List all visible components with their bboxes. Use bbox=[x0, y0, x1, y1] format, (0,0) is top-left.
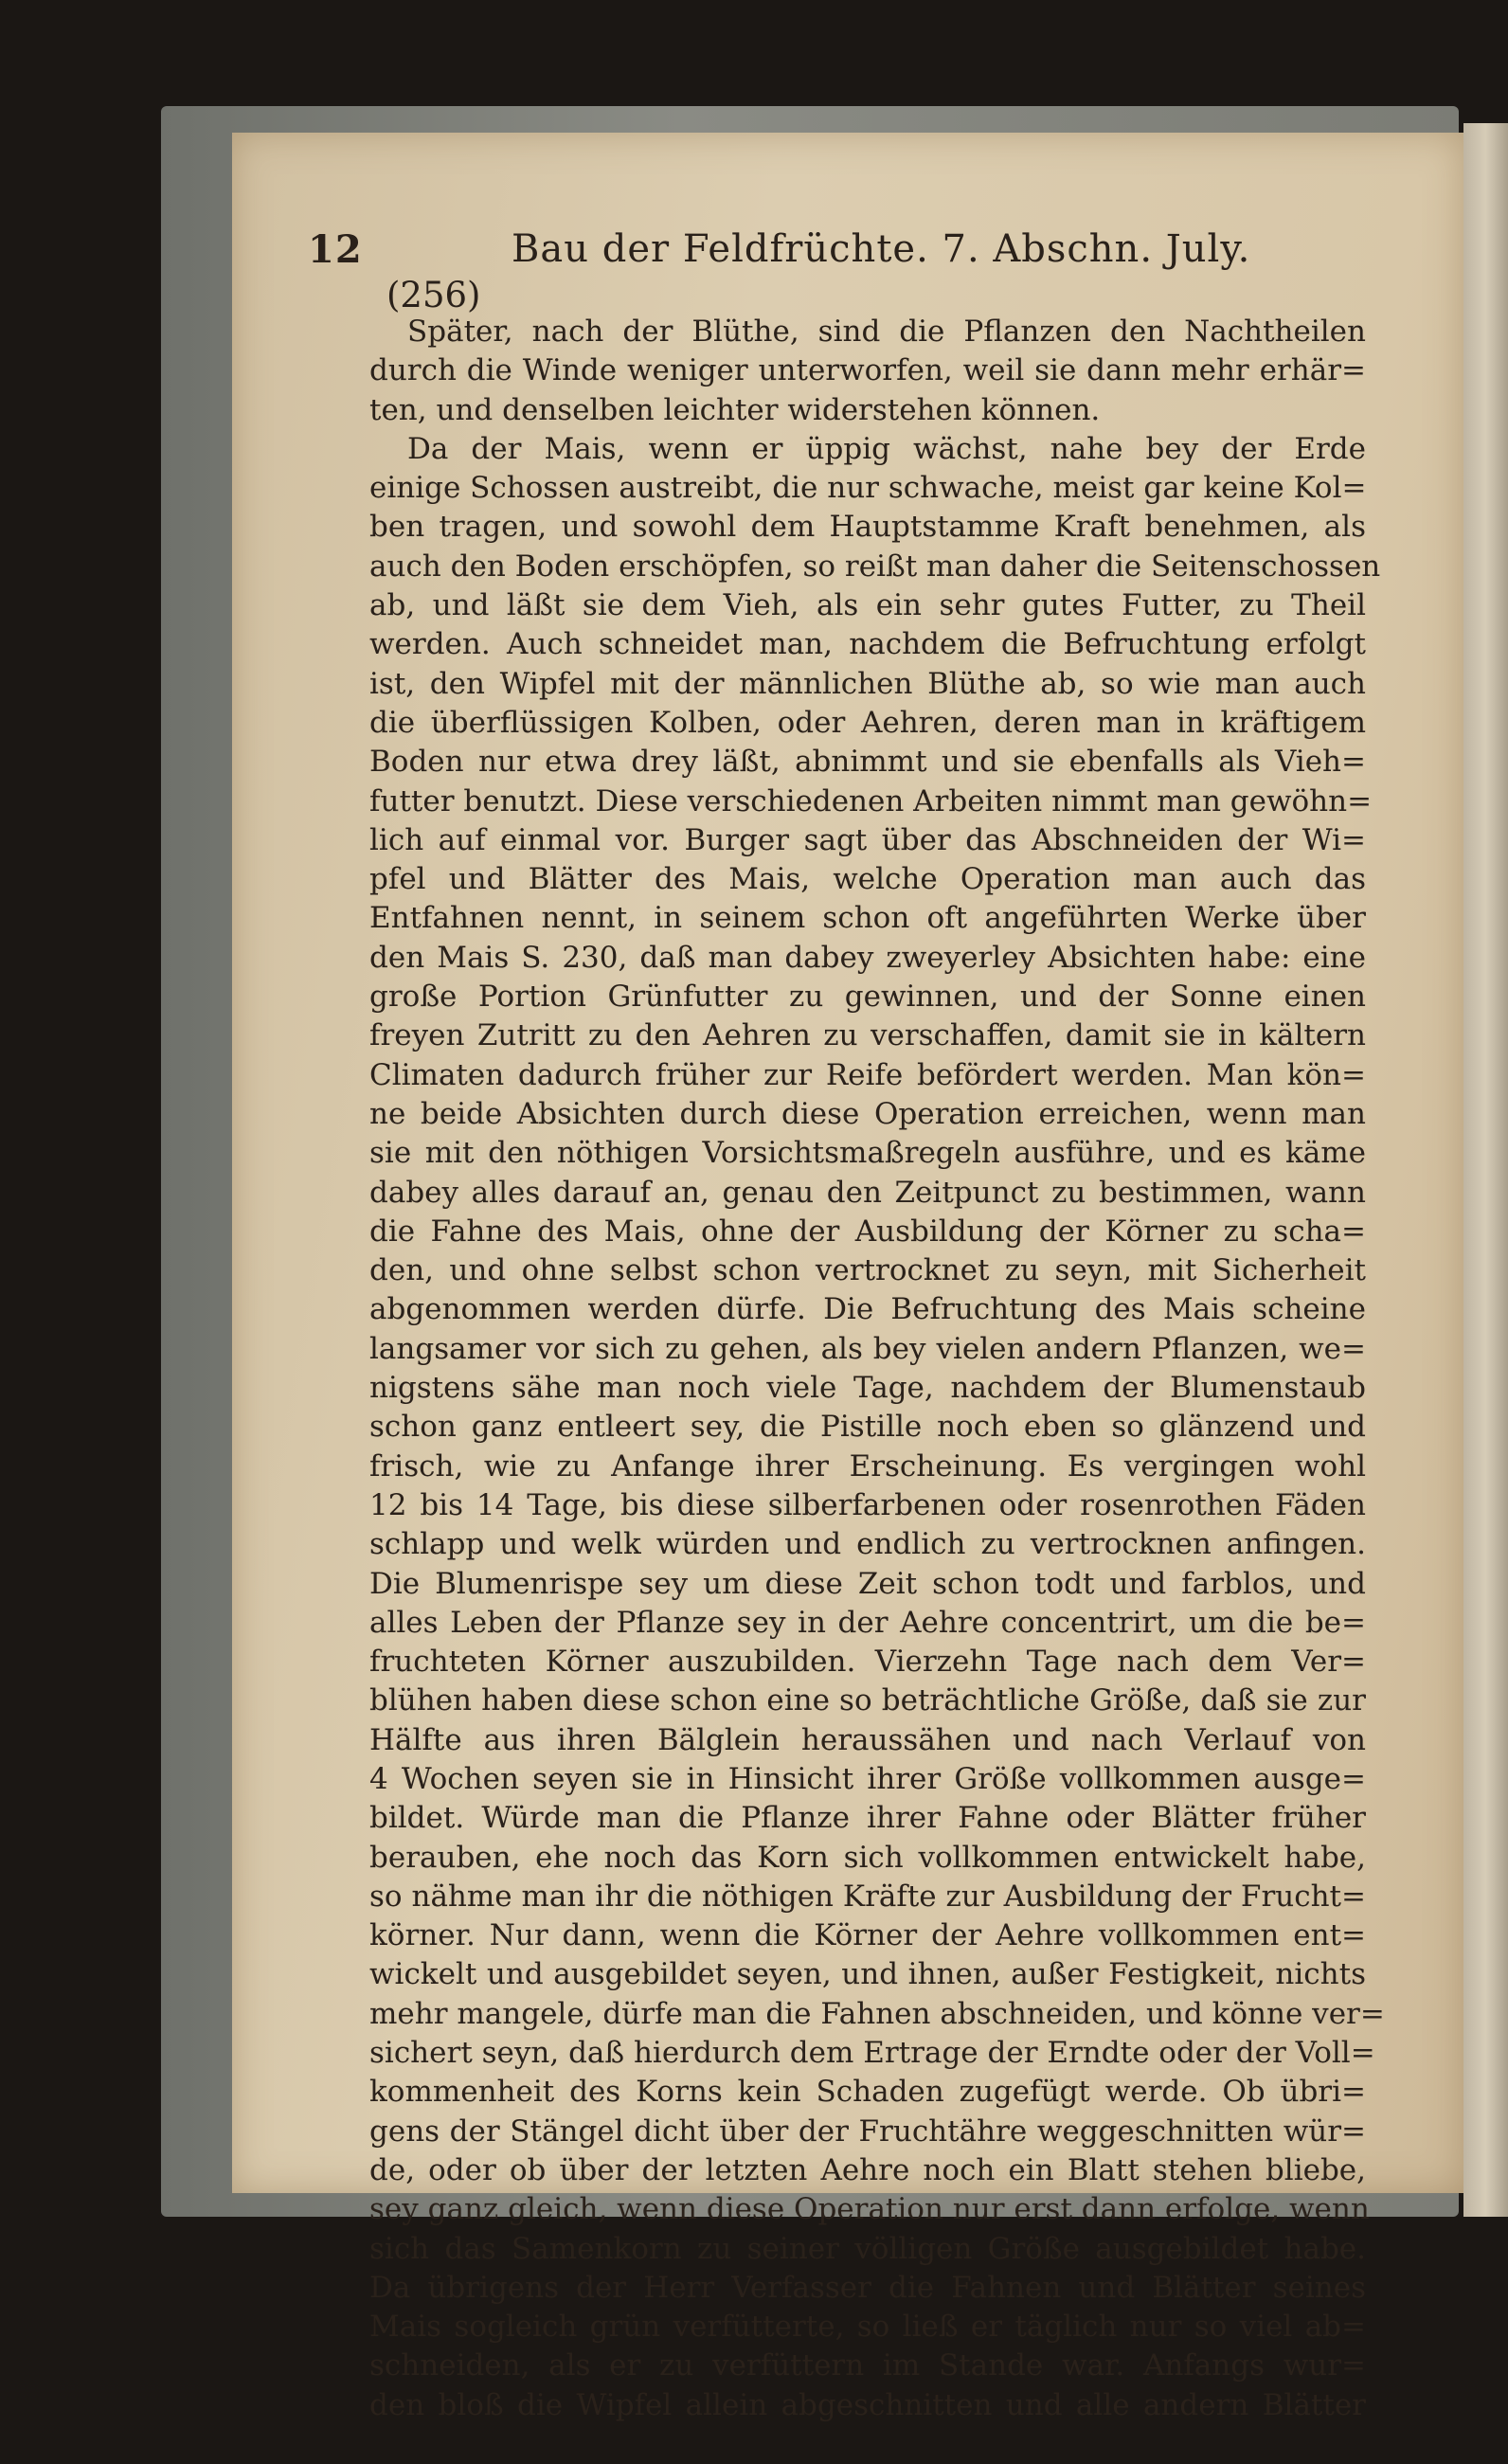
text-line: lich auf einmal vor. Burger sagt über das Abschneiden der Wi= bbox=[369, 822, 1366, 857]
text-line: ben tragen, und sowohl dem Hauptstamme Kraft benehmen, als bbox=[369, 510, 1366, 545]
page-number: 12 bbox=[308, 227, 363, 272]
text-line: den Mais S. 230, daß man dabey zweyerley Absichten habe: eine bbox=[369, 940, 1366, 975]
text-line: die Fahne des Mais, ohne der Ausbildung der Körner zu scha= bbox=[369, 1214, 1366, 1249]
text-line: sichert seyn, daß hierdurch dem Ertrage der Erndte oder der Voll= bbox=[369, 2036, 1375, 2071]
page-edges bbox=[1463, 123, 1508, 2217]
text-line: ne beide Absichten durch diese Operation erreichen, wenn man bbox=[369, 1096, 1366, 1131]
text-line: alles Leben der Pflanze sey in der Aehre concentrirt, um die be= bbox=[369, 1605, 1366, 1640]
text-line: berauben, ehe noch das Korn sich vollkommen entwickelt habe, bbox=[369, 1840, 1366, 1875]
text-line: Boden nur etwa drey läßt, abnimmt und sie ebenfalls als Vieh= bbox=[369, 745, 1366, 780]
text-line: mehr mangele, dürfe man die Fahnen abschneiden, und könne ver= bbox=[369, 1996, 1385, 2031]
text-line: sey ganz gleich, wenn diese Operation nur erst dann erfolge, wenn bbox=[369, 2192, 1370, 2227]
running-title: Bau der Feldfrüchte. 7. Abschn. July. bbox=[512, 227, 1251, 271]
text-line: kommenheit des Korns kein Schaden zugefügt werde. Ob übri= bbox=[369, 2075, 1366, 2110]
text-line: gens der Stängel dicht über der Fruchtähre weggeschnitten wür= bbox=[369, 2113, 1366, 2149]
text-line: Da übrigens der Herr Verfasser die Fahnen und Blätter seines bbox=[369, 2270, 1366, 2305]
text-line: 4 Wochen seyen sie in Hinsicht ihrer Größe vollkommen ausge= bbox=[369, 1761, 1366, 1796]
text-line: schneiden, als er zu verfüttern im Stande war. Anfangs wur= bbox=[369, 2348, 1366, 2383]
text-line: pfel und Blätter des Mais, welche Operation man auch das bbox=[369, 862, 1366, 897]
text-line: Da der Mais, wenn er üppig wächst, nahe bey der Erde bbox=[407, 431, 1366, 466]
text-line: nigstens sähe man noch viele Tage, nachdem der Blumenstaub bbox=[369, 1371, 1366, 1406]
text-line: große Portion Grünfutter zu gewinnen, und der Sonne einen bbox=[369, 980, 1366, 1015]
text-line: sich das Samenkorn zu seiner völligen Größe ausgebildet habe. bbox=[369, 2231, 1366, 2266]
text-line: ten, und denselben leichter widerstehen können. bbox=[369, 392, 1101, 427]
text-line: die überflüssigen Kolben, oder Aehren, deren man in kräftigem bbox=[369, 705, 1366, 740]
text-line: den bloß die Wipfel allein abgeschnitten und alle andern Blätter bbox=[369, 2387, 1366, 2422]
text-line: Die Blumenrispe sey um diese Zeit schon todt und farblos, und bbox=[369, 1566, 1366, 1601]
text-line: Mais sogleich grün verfütterte, so ließ er täglich nur so viel ab= bbox=[369, 2310, 1366, 2345]
text-line: Hälfte aus ihren Bälglein heraussähen und nach Verlauf von bbox=[369, 1722, 1366, 1757]
text-line: fruchteten Körner auszubilden. Vierzehn Tage nach dem Ver= bbox=[369, 1645, 1366, 1680]
text-line: schlapp und welk würden und endlich zu vertrocknen anfingen. bbox=[369, 1527, 1366, 1562]
text-line: ist, den Wipfel mit der männlichen Blüthe ab, so wie man auch bbox=[369, 666, 1366, 701]
text-line: Später, nach der Blüthe, sind die Pflanzen den Nachtheilen bbox=[407, 315, 1366, 349]
text-line: wickelt und ausgebildet seyen, und ihnen, außer Festigkeit, nichts bbox=[369, 1957, 1366, 1992]
text-line: futter benutzt. Diese verschiedenen Arbeiten nimmt man gewöhn= bbox=[369, 783, 1373, 818]
text-line: abgenommen werden dürfe. Die Befruchtung des Mais scheine bbox=[369, 1292, 1366, 1327]
text-line: so nähme man ihr die nöthigen Kräfte zur Ausbildung der Frucht= bbox=[369, 1879, 1366, 1914]
text-line: schon ganz entleert sey, die Pistille noch eben so glänzend und bbox=[369, 1410, 1366, 1445]
text-line: den, und ohne selbst schon vertrocknet zu seyn, mit Sicherheit bbox=[369, 1253, 1366, 1288]
text-line: dabey alles darauf an, genau den Zeitpunct zu bestimmen, wann bbox=[369, 1175, 1366, 1210]
text-line: körner. Nur dann, wenn die Körner der Aehre vollkommen ent= bbox=[369, 1918, 1366, 1953]
text-line: ab, und läßt sie dem Vieh, als ein sehr gutes Futter, zu Theil bbox=[369, 588, 1366, 623]
text-line: de, oder ob über der letzten Aehre noch ein Blatt stehen bliebe, bbox=[369, 2152, 1366, 2187]
paragraph-number: (256) bbox=[386, 275, 481, 315]
text-line: sie mit den nöthigen Vorsichtsmaßregeln ausführe, und es käme bbox=[369, 1136, 1366, 1171]
text-line bbox=[369, 2425, 1366, 2464]
text-line: bildet. Würde man die Pflanze ihrer Fahne oder Blätter früher bbox=[369, 1801, 1366, 1836]
text-line: Entfahnen nennt, in seinem schon oft angeführten Werke über bbox=[369, 901, 1366, 936]
text-line: 12 bis 14 Tage, bis diese silberfarbenen oder rosenrothen Fäden bbox=[369, 1487, 1366, 1522]
body-text bbox=[369, 313, 1385, 2464]
text-line: einige Schossen austreibt, die nur schwache, meist gar keine Kol= bbox=[369, 471, 1367, 506]
text-line: langsamer vor sich zu gehen, als bey vielen andern Pflanzen, we= bbox=[369, 1331, 1366, 1366]
text-line: frisch, wie zu Anfange ihrer Erscheinung. Es vergingen wohl bbox=[369, 1448, 1366, 1484]
text-line: durch die Winde weniger unterworfen, weil sie dann mehr erhär= bbox=[369, 353, 1366, 388]
text-line: freyen Zutritt zu den Aehren zu verschaffen, damit sie in kältern bbox=[369, 1018, 1366, 1053]
text-line: auch den Boden erschöpfen, so reißt man daher die Seitenschossen bbox=[369, 549, 1381, 584]
text-line: Climaten dadurch früher zur Reife befördert werden. Man kön= bbox=[369, 1057, 1366, 1092]
text-line: blühen haben diese schon eine so beträchtliche Größe, daß sie zur bbox=[369, 1683, 1366, 1718]
text-line: werden. Auch schneidet man, nachdem die Befruchtung erfolgt bbox=[369, 627, 1366, 662]
